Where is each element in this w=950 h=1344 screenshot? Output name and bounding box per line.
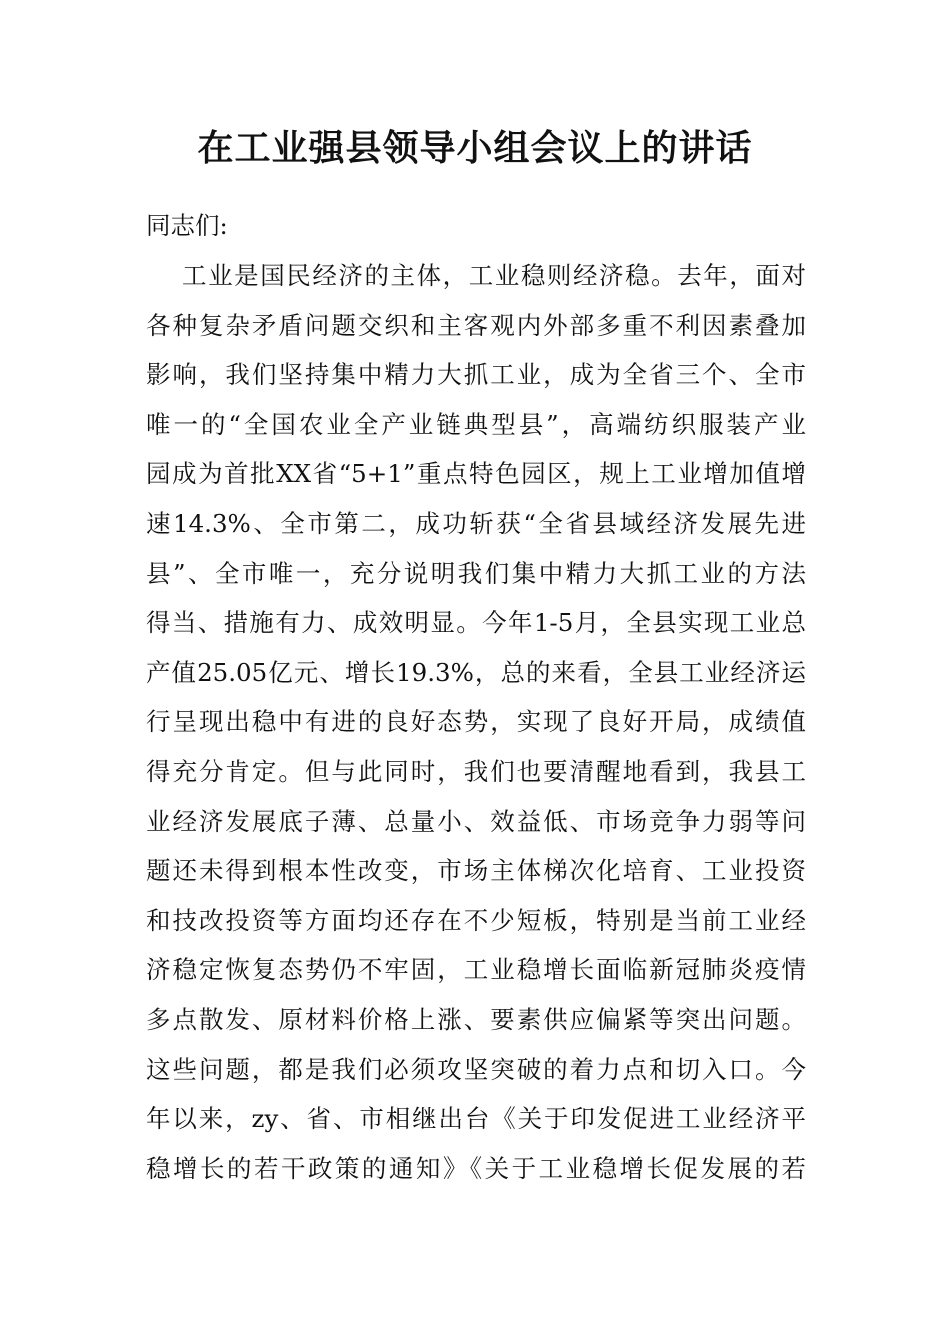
text-line: 这些问题，都是我们必须攻坚突破的着力点和切入口。今 [146,1054,806,1084]
text-line: 业经济发展底子薄、总量小、效益低、市场竞争力弱等问 [146,806,806,836]
text-line: 县”、全市唯一，充分说明我们集中精力大抓工业的方法 [146,558,806,588]
text-line: 稳增长的若干政策的通知》《关于工业稳增长促发展的若 [146,1153,806,1183]
text-line: 行呈现出稳中有进的良好态势，实现了良好开局，成绩值 [146,707,806,737]
text-line: 得充分肯定。但与此同时，我们也要清醒地看到，我县工 [146,756,806,786]
text-line: 年以来，zy、省、市相继出台《关于印发促进工业经济平 [146,1104,806,1134]
text-line: 速14.3%、全市第二，成功斩获“全省县域经济发展先进 [146,508,806,538]
text-line: 得当、措施有力、成效明显。今年1-5月，全县实现工业总 [146,608,806,638]
body-paragraph [146,256,806,1198]
salutation: 同志们: [146,211,228,240]
text-line: 影响，我们坚持集中精力大抓工业，成为全省三个、全市 [146,360,806,390]
text-line: 产值25.05亿元、增长19.3%，总的来看，全县工业经济运 [146,657,806,687]
text-line: 工业是国民经济的主体，工业稳则经济稳。去年，面对 [182,261,806,290]
text-line: 济稳定恢复态势仍不牢固，工业稳增长面临新冠肺炎疫情 [146,955,806,985]
text-line: 多点散发、原材料价格上涨、要素供应偏紧等突出问题。 [146,1004,806,1034]
text-line: 题还未得到根本性改变，市场主体梯次化培育、工业投资 [146,856,806,886]
text-line: 和技改投资等方面均还存在不少短板，特别是当前工业经 [146,905,806,935]
document-title: 在工业强县领导小组会议上的讲话 [197,127,753,169]
text-line: 园成为首批XX省“5+1”重点特色园区，规上工业增加值增 [146,459,806,489]
text-line: 唯一的“全国农业全产业链典型县”，高端纺织服装产业 [146,409,806,439]
text-line: 各种复杂矛盾问题交织和主客观内外部多重不利因素叠加 [146,310,806,340]
